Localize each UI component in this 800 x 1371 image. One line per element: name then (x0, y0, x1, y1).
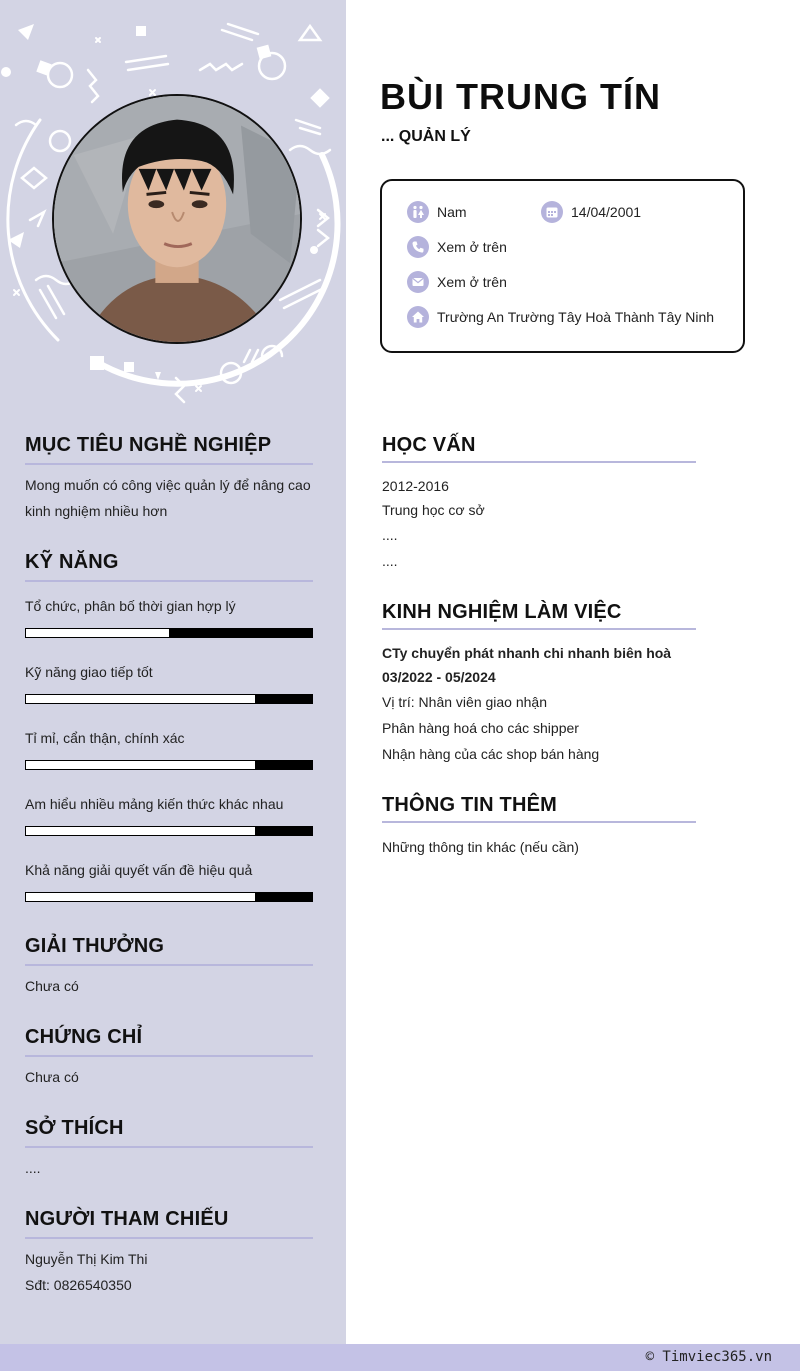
email-value: Xem ở trên (437, 274, 507, 290)
footer (0, 1344, 800, 1371)
experience-role: Vị trí: Nhân viên giao nhận (382, 694, 547, 710)
skill-bar (25, 628, 313, 638)
copyright-text: © Timviec365.vn (645, 1349, 772, 1365)
experience-period: 03/2022 - 05/2024 (382, 669, 496, 685)
skill-label: Khả năng giải quyết vấn đề hiệu quả (25, 862, 253, 878)
experience-company: CTy chuyển phát nhanh chi nhanh biên hoà (382, 645, 672, 661)
reference-phone: Sđt: 0826540350 (25, 1277, 132, 1293)
skill-label: Tỉ mỉ, cẩn thận, chính xác (25, 730, 185, 746)
email-icon (407, 271, 429, 293)
hobbies-title: SỞ THÍCH (25, 1117, 124, 1139)
email-row (407, 271, 507, 293)
address-value: Trường An Trường Tây Hoà Thành Tây Ninh (437, 309, 715, 325)
hobbies-divider (25, 1146, 313, 1148)
phone-icon (407, 236, 429, 258)
skill-label: Tổ chức, phân bố thời gian hợp lý (25, 598, 236, 614)
avatar (52, 94, 302, 344)
additional-divider (382, 821, 696, 823)
experience-title: KINH NGHIỆM LÀM VIỆC (382, 601, 622, 623)
experience-divider (382, 628, 696, 630)
dob-row (541, 201, 641, 223)
objective-line-2: kinh nghiệm nhiều hơn (25, 503, 168, 519)
phone-value: Xem ở trên (437, 239, 507, 255)
reference-name: Nguyễn Thị Kim Thi (25, 1251, 148, 1267)
gender-row (407, 201, 467, 223)
education-detail-2: .... (382, 553, 398, 569)
skill-level (26, 629, 169, 637)
objective-title: MỤC TIÊU NGHỀ NGHIỆP (25, 434, 272, 456)
skill-bar (25, 826, 313, 836)
skill-bar (25, 760, 313, 770)
skill-level (26, 827, 255, 835)
awards-divider (25, 964, 313, 966)
education-title: HỌC VẤN (382, 434, 476, 456)
skill-bar (25, 892, 313, 902)
skill-level (26, 695, 255, 703)
skills-title: KỸ NĂNG (25, 551, 119, 573)
certificates-title: CHỨNG CHỈ (25, 1026, 143, 1048)
sidebar (0, 0, 346, 1344)
additional-text: Những thông tin khác (nếu cần) (382, 839, 579, 855)
objective-line-1: Mong muốn có công việc quản lý để nâng cao (25, 477, 311, 493)
skill-label: Kỹ năng giao tiếp tốt (25, 664, 153, 680)
contact-info-box (380, 179, 745, 353)
phone-row (407, 236, 507, 258)
dob-value: 14/04/2001 (571, 204, 642, 220)
gender-icon (407, 201, 429, 223)
skill-bar (25, 694, 313, 704)
address-row (407, 306, 714, 328)
certificates-divider (25, 1055, 313, 1057)
skill-label: Am hiểu nhiều mảng kiến thức khác nhau (25, 796, 284, 812)
additional-title: THÔNG TIN THÊM (382, 794, 558, 816)
candidate-position: ... QUẢN LÝ (381, 128, 471, 145)
certificates-text: Chưa có (25, 1069, 79, 1085)
objective-divider (25, 463, 313, 465)
experience-duty-1: Phân hàng hoá cho các shipper (382, 720, 579, 736)
awards-title: GIẢI THƯỞNG (25, 935, 165, 957)
candidate-name: BÙI TRUNG TÍN (380, 76, 661, 117)
education-detail-1: .... (382, 527, 398, 543)
gender-value: Nam (437, 204, 467, 220)
skill-level (26, 893, 255, 901)
education-school: Trung học cơ sở (382, 502, 485, 518)
hobbies-text: .... (25, 1160, 41, 1176)
skill-level (26, 761, 255, 769)
education-period: 2012-2016 (382, 478, 449, 494)
home-icon (407, 306, 429, 328)
experience-duty-2: Nhận hàng của các shop bán hàng (382, 746, 600, 762)
calendar-icon (541, 201, 563, 223)
skills-divider (25, 580, 313, 582)
awards-text: Chưa có (25, 978, 79, 994)
education-divider (382, 461, 696, 463)
portrait-photo (54, 96, 300, 342)
references-divider (25, 1237, 313, 1239)
references-title: NGƯỜI THAM CHIẾU (25, 1208, 229, 1230)
